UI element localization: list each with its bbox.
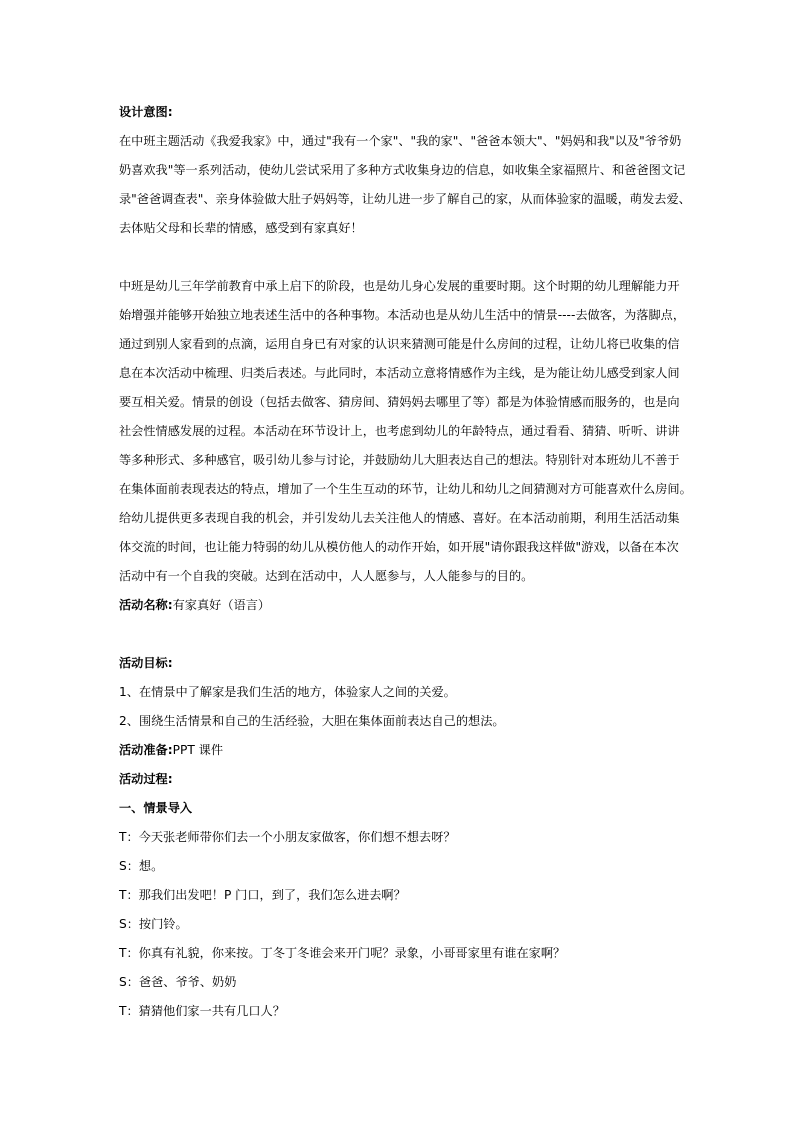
dialogue-line: T：猜猜他们家一共有几口人？: [119, 1004, 285, 1018]
design-line: 奶喜欢我"等一系列活动，使幼儿尝试采用了多种方式收集身边的信息，如收集全家福照片、和爸爸图文记: [119, 163, 686, 177]
design-line: 在中班主题活动《我爱我家》中，通过"我有一个家"、"我的家"、"爸爸本领大"、"妈妈和我"以及"爷爷奶: [119, 134, 682, 148]
document-page: [119, 98, 692, 1026]
dialogue-line: T：你真有礼貌，你来按。丁冬丁冬谁会来开门呢？录象，小哥哥家里有谁在家啊？: [119, 946, 566, 960]
goals-heading: 活动目标:: [119, 656, 173, 670]
analysis-line: 始增强并能够开始独立地表述生活中的各种事物。本活动也是从幼儿生活中的情景----去做客，为落脚点，: [119, 308, 686, 322]
design-line: 录"爸爸调查表"、亲身体验做大肚子妈妈等，让幼儿进一步了解自己的家，从而体验家的温暖，萌发去爱、: [119, 192, 691, 206]
dialogue-line: T：那我们出发吧！P 门口，到了，我们怎么进去啊？: [119, 888, 406, 902]
dialogue-line: S：按门铃。: [119, 917, 188, 931]
analysis-line: 息在本次活动中梳理、归类后表述。与此同时，本活动立意将情感作为主线，是为能让幼儿感受到家人间: [119, 366, 680, 380]
analysis-line: 要互相关爱。情景的创设（包括去做客、猜房间、猜妈妈去哪里了等）都是为体验情感而服务的，也是向: [119, 395, 680, 409]
analysis-line: 在集体面前表现表达的特点，增加了一个生生互动的环节，让幼儿和幼儿之间猜测对方可能喜欢什么房间。: [119, 482, 692, 496]
preparation-value: PPT 课件: [172, 743, 224, 757]
analysis-line: 活动中有一个自我的突破。达到在活动中，人人愿参与，人人能参与的目的。: [119, 569, 534, 583]
process-heading: 活动过程:: [119, 772, 173, 786]
paragraph-gap: [119, 243, 677, 272]
design-line: 去体贴父母和长辈的情感，感受到有家真好！: [119, 221, 363, 235]
analysis-line: 等多种形式、多种感官，吸引幼儿参与讨论，并鼓励幼儿大胆表达自己的想法。特别针对本班幼儿不善于: [119, 453, 680, 467]
activity-name-row: [119, 591, 677, 620]
preparation-label: 活动准备:: [119, 743, 173, 757]
preparation-row: [119, 736, 677, 765]
dialogue-line: S：想。: [119, 859, 164, 873]
activity-name-label: 活动名称:: [119, 598, 173, 612]
analysis-line: 中班是幼儿三年学前教育中承上启下的阶段，也是幼儿身心发展的重要时期。这个时期的幼儿理解能力开: [119, 279, 680, 293]
analysis-line: 通过到别人家看到的点滴，运用自身已有对家的认识来猜测可能是什么房间的过程，让幼儿将已收集的信: [119, 337, 680, 351]
goal-item: 2、围绕生活情景和自己的生活经验，大胆在集体面前表达自己的想法。: [119, 714, 505, 728]
dialogue-line: S：爸爸、爷爷、奶奶: [119, 975, 237, 989]
design-heading: 设计意图:: [119, 105, 173, 119]
analysis-line: 体交流的时间，也让能力特弱的幼儿从模仿他人的动作开始，如开展"请你跟我这样做"游戏，以备在本次: [119, 540, 679, 554]
section-heading: 一、情景导入: [119, 801, 193, 815]
paragraph-gap: [119, 620, 677, 649]
goal-item: 1、在情景中了解家是我们生活的地方，体验家人之间的关爱。: [119, 685, 456, 699]
dialogue-line: T：今天张老师带你们去一个小朋友家做客，你们想不想去呀？: [119, 830, 456, 844]
analysis-line: 给幼儿提供更多表现自我的机会，并引发幼儿去关注他人的情感、喜好。在本活动前期，利用生活活动集: [119, 511, 680, 525]
activity-name-value: 有家真好（语言）: [172, 598, 271, 612]
analysis-line: 社会性情感发展的过程。本活动在环节设计上，也考虑到幼儿的年龄特点，通过看看、猜猜、听听、讲讲: [119, 424, 680, 438]
